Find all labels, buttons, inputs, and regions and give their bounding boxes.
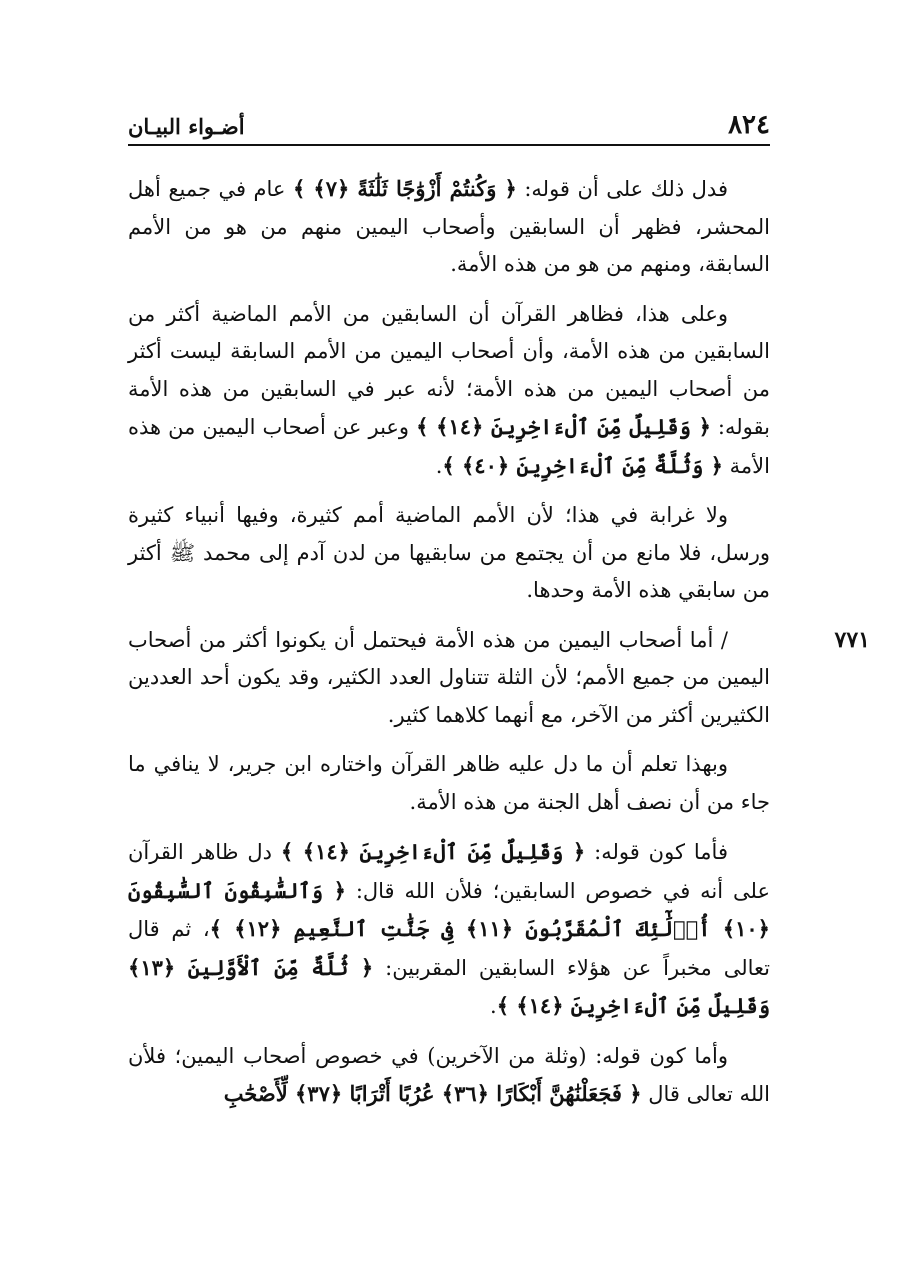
text: وعلى هذا، فظاهر القرآن أن السابقين من الأمم الماضية أكثر من السابقين من هذه الأمة، وأن أصحاب اليمين من الأمم السابقة ليست أكثر من أصحاب اليمين من هذه الأمة؛ لأنه عبر في السابقين من هذه الأمة بقوله: — [128, 301, 770, 439]
text: وأما كون قوله: (وثلة من الآخرين) في خصوص أصحاب اليمين؛ فلأن الله تعالى قال — [128, 1043, 770, 1106]
quran-verse: ﴿ وَكُنتُمْ أَزْوَٰجًا ثَلَٰثَةً ﴿٧﴾ ﴾ — [292, 176, 517, 201]
text: فدل ذلك على أن قوله: — [524, 177, 728, 201]
book-title: أضـواء البيـان — [128, 114, 245, 139]
text: فأما كون قوله: — [594, 840, 728, 864]
paragraph-1 — [128, 170, 770, 284]
paragraph-5 — [128, 746, 770, 821]
paragraph-2 — [128, 296, 770, 486]
text: ولا غرابة في هذا؛ لأن الأمم الماضية أمم كثيرة، وفيها أنبياء كثيرة ورسل، فلا مانع من أن يجتمع من سابقيها من لدن آدم إلى محمد ﷺ أكثر من سابقي هذه الأمة وحدها. — [128, 503, 770, 602]
quran-verse: ﴿ وَثُلَّةٌ مِّنَ ٱلْءَاخِرِينَ ﴿٤٠﴾ ﴾ — [442, 452, 723, 478]
quran-verse: ﴿ وَٱلسَّٰبِقُونَ ٱلسَّٰبِقُونَ ﴿١٠﴾ أُو۟لَٰٓئِكَ ٱلْمُقَرَّبُونَ ﴿١١﴾ فِى جَنَّٰتِ ٱلنَّعِيمِ ﴿١٢﴾ ﴾ — [128, 877, 770, 941]
page-header — [128, 108, 770, 146]
margin-page-number: ٧٧١ — [834, 626, 870, 653]
text: ، ثم قال تعالى مخبراً عن هؤلاء السابقين المقربين: — [128, 917, 770, 980]
quran-verse: ﴿ وَقَلِيلٌ مِّنَ ٱلْءَاخِرِينَ ﴿١٤﴾ ﴾ — [416, 414, 711, 439]
quran-verse: ﴿ فَجَعَلْنَٰهُنَّ أَبْكَارًا ﴿٣٦﴾ عُرُبًا أَتْرَابًا ﴿٣٧﴾ لِّأَصْحَٰبِ — [223, 1081, 642, 1106]
text: دل ظاهر القرآن على أنه في خصوص السابقين؛ فلأن الله قال: — [128, 840, 770, 903]
text: وبهذا تعلم أن ما دل عليه ظاهر القرآن واختاره ابن جرير، لا ينافي ما جاء من أن نصف أهل الجنة من هذه الأمة. — [128, 752, 770, 814]
page-number: ٨٢٤ — [728, 110, 770, 140]
quran-verse: ﴿ ثُلَّةٌ مِّنَ ٱلْأَوَّلِينَ ﴿١٣﴾ وَقَلِيلٌ مِّنَ ٱلْءَاخِرِينَ ﴿١٤﴾ ﴾ — [128, 954, 770, 1018]
paragraph-6 — [128, 833, 770, 1026]
text: عام في جميع أهل المحشر، فظهر أن السابقين وأصحاب اليمين منهم من هو من الأمم السابقة، ومنهم من هو من هذه الأمة. — [128, 177, 770, 276]
paragraph-3 — [128, 497, 770, 610]
paragraph-7 — [128, 1038, 770, 1114]
text: وعبر عن أصحاب اليمين من هذه الأمة — [128, 415, 770, 478]
paragraph-4 — [128, 622, 870, 735]
quran-verse: ﴿ وَقَلِيلٌ مِّنَ ٱلْءَاخِرِينَ ﴿١٤﴾ ﴾ — [280, 839, 586, 864]
text: . — [490, 994, 497, 1018]
page-body — [128, 170, 870, 1126]
text: . — [435, 453, 443, 478]
text: / أما أصحاب اليمين من هذه الأمة فيحتمل أن يكونوا أكثر من أصحاب اليمين من جميع الأمم؛ لأن الثلة تتناول العدد الكثير، وقد يكون أحد العددين الكثيرين أكثر من الآخر، مع أنهما كلاهما كثير. — [128, 627, 770, 727]
